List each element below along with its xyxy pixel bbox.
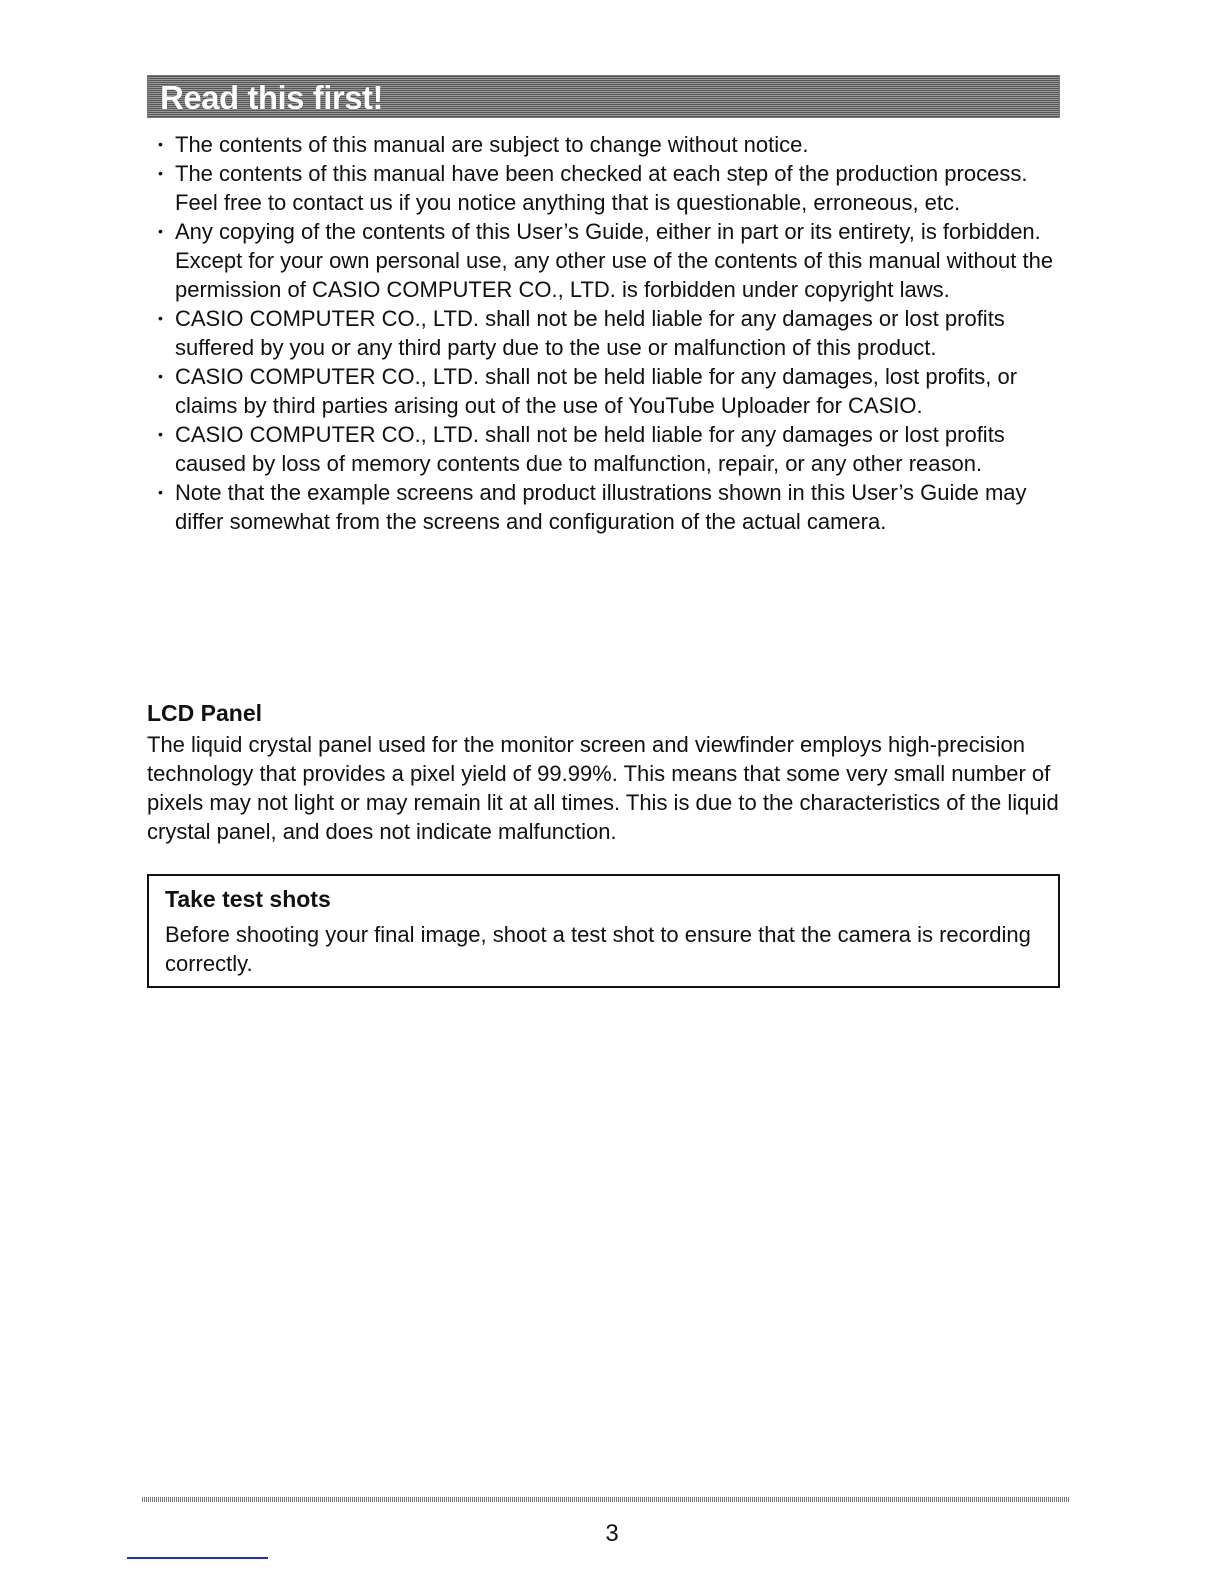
- lcd-panel-text: The liquid crystal panel used for the monitor screen and viewfinder employs high-precision technology that provides a pixel yield of 99.99%. This means that some very small number of pixels may not light or may remain lit at all times. This is due to the characteristics of the liquid crystal panel, and does not indicate malfunction.: [147, 732, 1059, 844]
- test-shots-note-box: [147, 874, 1060, 988]
- notice-list: [158, 130, 1068, 536]
- list-item: • Any copying of the contents of this User’s Guide, either in part or its entirety, is forbidden. Except for your own personal use, any other use of the contents of this manual without the permission of CASIO COMPUTER CO., LTD. is forbidden under copyright laws.: [158, 219, 1054, 302]
- section-title: Read this first!: [160, 79, 384, 116]
- list-item: • CASIO COMPUTER CO., LTD. shall not be held liable for any damages, lost profits, or claims by third parties arising out of the use of YouTube Uploader for CASIO.: [158, 364, 1018, 418]
- note-heading: Take test shots: [165, 886, 331, 912]
- note-text: Before shooting your final image, shoot a test shot to ensure that the camera is recording correctly.: [165, 922, 1031, 976]
- section-header-bar: [147, 75, 1060, 118]
- page-number: 3: [605, 1520, 619, 1547]
- list-item: • The contents of this manual have been checked at each step of the production process. Feel free to contact us if you notice anything that is questionable, erroneous, etc.: [158, 161, 1028, 215]
- list-item: • CASIO COMPUTER CO., LTD. shall not be held liable for any damages or lost profits suffered by you or any third party due to the use or malfunction of this product.: [158, 306, 1005, 360]
- footer-link-underline: [127, 1557, 268, 1559]
- list-item: • CASIO COMPUTER CO., LTD. shall not be held liable for any damages or lost profits caused by loss of memory contents due to malfunction, repair, or any other reason.: [158, 422, 1005, 476]
- list-item: • Note that the example screens and product illustrations shown in this User’s Guide may differ somewhat from the screens and configuration of the actual camera.: [158, 480, 1027, 534]
- list-item: • The contents of this manual are subject to change without notice.: [158, 132, 809, 157]
- lcd-panel-heading: LCD Panel: [147, 700, 263, 726]
- footer-divider: [142, 1497, 1070, 1502]
